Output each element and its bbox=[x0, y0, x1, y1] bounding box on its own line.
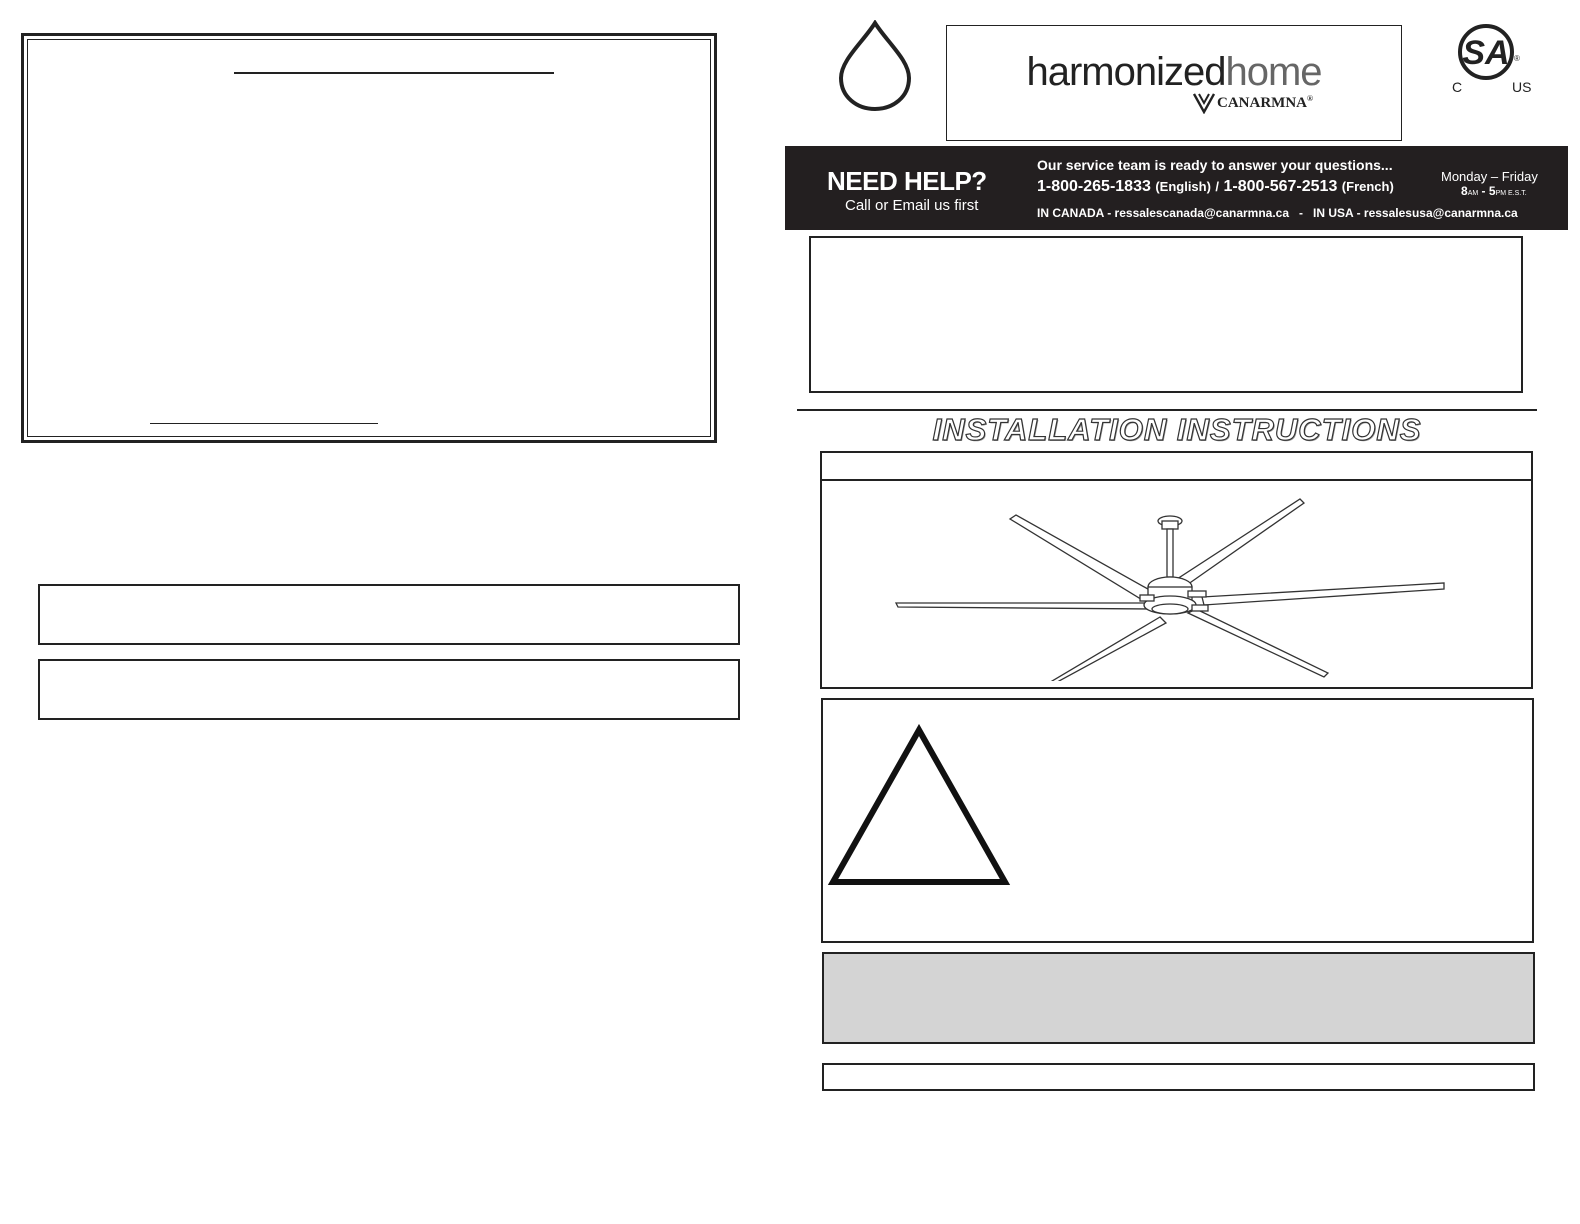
warning-triangle-icon bbox=[827, 724, 1011, 890]
brand-name-part2: home bbox=[1225, 50, 1322, 94]
fan-illustration-header bbox=[820, 451, 1533, 481]
help-hours: 8AM - 5PM E.S.T. bbox=[1461, 184, 1527, 198]
note-box-2 bbox=[38, 659, 740, 720]
note-box-1 bbox=[38, 584, 740, 645]
brand-logo-box bbox=[946, 25, 1402, 141]
important-notice-box bbox=[822, 952, 1535, 1044]
help-banner bbox=[785, 146, 1568, 230]
water-drop-icon bbox=[835, 20, 915, 112]
brand-name-part1: harmonized bbox=[1026, 50, 1226, 94]
svg-text:C: C bbox=[1452, 79, 1463, 95]
intro-text-box bbox=[809, 236, 1523, 393]
warranty-title-underline bbox=[234, 72, 554, 74]
section-divider bbox=[797, 409, 1537, 411]
section-title: INSTALLATION INSTRUCTIONS bbox=[932, 412, 1422, 447]
bottom-label-box bbox=[822, 1063, 1535, 1091]
help-email-line[interactable]: IN CANADA - ressalescanada@canarmna.ca - IN USA - ressalesusa@canarmna.ca bbox=[1037, 206, 1518, 220]
ceiling-fan-illustration bbox=[892, 491, 1452, 681]
brand-wordmark bbox=[947, 50, 1401, 95]
warranty-inner-border bbox=[27, 39, 711, 437]
csa-certification-icon bbox=[1450, 20, 1542, 100]
warranty-signature-line bbox=[150, 423, 378, 424]
svg-text:US: US bbox=[1512, 79, 1532, 95]
phone-english[interactable]: 1-800-265-1833 bbox=[1037, 178, 1151, 195]
help-intro-text: Our service team is ready to answer your questions... bbox=[1037, 157, 1393, 173]
svg-text:SA: SA bbox=[1462, 34, 1510, 72]
phone-french[interactable]: 1-800-567-2513 bbox=[1223, 178, 1338, 195]
fan-illustration-box bbox=[820, 479, 1533, 689]
maker-name: CANARMNA® bbox=[1217, 94, 1313, 111]
help-days: Monday – Friday bbox=[1441, 169, 1538, 184]
help-subtitle: Call or Email us first bbox=[845, 197, 979, 214]
warranty-frame bbox=[21, 33, 717, 443]
warning-box bbox=[821, 698, 1534, 943]
help-phone-line: 1-800-265-1833 (English) / 1-800-567-2513 (French) bbox=[1037, 178, 1394, 195]
canarmna-logo-icon bbox=[1193, 92, 1215, 114]
help-title: NEED HELP? bbox=[827, 166, 987, 196]
svg-text:®: ® bbox=[1514, 54, 1520, 63]
